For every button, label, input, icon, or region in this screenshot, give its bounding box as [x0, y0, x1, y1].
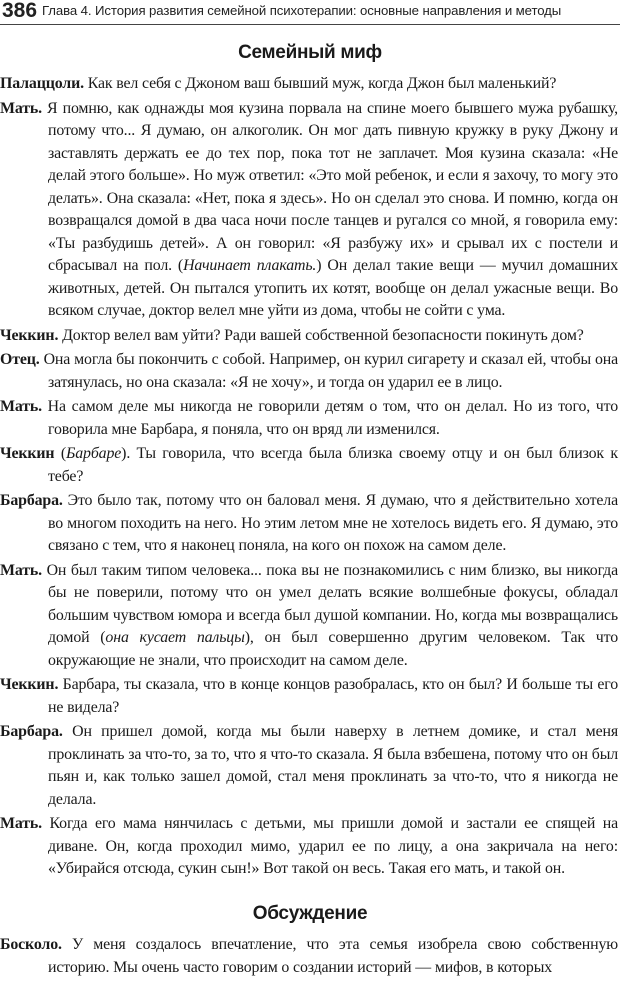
speech-text: Барбара, ты сказала, что в конце концов разобралась, кто он был? И больше ты его не видела?: [48, 676, 618, 716]
dialogue-paragraph: [0, 560, 618, 673]
speech-text: ), он был совершенно другим человеком. Так что окружающие не знали, что происходит на самом деле.: [48, 629, 618, 669]
speaker-name: Босколо.: [0, 936, 62, 953]
stage-direction: Барбаре: [66, 445, 122, 462]
speech-text: Как вел себя с Джоном ваш бывший муж, когда Джон был маленький?: [83, 75, 557, 92]
dialogue-paragraph: [0, 349, 618, 394]
dialogue-paragraph: [0, 396, 618, 441]
speech-text: Он пришел домой, когда мы были наверху в летнем домике, и стал меня проклинать за что-то, за то, что я что-то сказала. Я была взбешена, потому что он был пьян и, как только зашел домой, стал меня проклинать за что-то, что я никогда не делала.: [48, 723, 618, 808]
speaker-name: Чеккин.: [0, 676, 59, 693]
speech-text: Доктор велел вам уйти? Ради вашей собственной безопасности покинуть дом?: [58, 326, 584, 344]
speech-text: У меня создалось впечатление, что эта семья изобрела свою собственную историю. Мы очень часто говорим о создании историй — мифов, в которых: [48, 936, 618, 976]
speech-text: ) Он делал такие вещи — мучил домашних животных, детей. Он пытался утопить их котят, вообще он делал ужасные вещи. Во всяком случае, доктор велел мне уйти из дома, чтобы не сойти с ума.: [48, 257, 618, 319]
page-number: 386: [2, 0, 38, 22]
speech-text: Он был таким типом человека... пока вы не познакомились с ним близко, вы никогда бы не поверили, потому что он умел делать всякие волшебные фокусы, обладал большим чувством юмора и всегда был душой компании. Но, когда мы возвращались домой (: [41, 561, 618, 646]
speaker-name: Чеккин: [0, 445, 55, 462]
dialogue-block-family-myth: [0, 73, 618, 883]
speech-text: ). Ты говорила, что всегда была близка своему отцу и он был близок к тебе?: [48, 445, 618, 485]
speech-text: Я помню, как однажды моя кузина порвала на спине моего бывшего мужа рубашку, потому что... Я думаю, он алкоголик. Он мог дать пивную кружку в руку Джону и заставлять держать ее до тех пор, пока тот не заплачет. Моя кузина сказала: «Не делай этого больше». Но муж ответил: «Это мой ребенок, и если я захочу, то могу это делать». Она сказала: «Нет, пока я здесь». Но он сделал это снова. И помню, когда он возвращался домой в два часа ночи после танцев и ругался со мной, я говорила ему: «Ты разбудишь детей». А он говорил: «Я разбужу их» и срывал их с постели и сбрасывал на пол. (: [41, 99, 618, 274]
running-title: Глава 4. История развития семейной психотерапии: основные направления и методы: [42, 3, 562, 18]
speaker-name: Палаццоли.: [0, 75, 84, 92]
dialogue-paragraph: [0, 73, 618, 96]
speaker-name: Мать.: [0, 815, 42, 832]
dialogue-paragraph: [0, 934, 618, 979]
speech-text: Она могла бы покончить с собой. Например, он курил сигарету и сказал ей, чтобы она затянулась, но она сказала: «Я не хочу», и тогда он ударил ее в лицо.: [39, 351, 618, 391]
dialogue-paragraph: [0, 325, 618, 348]
dialogue-paragraph: [0, 721, 618, 811]
speaker-name: Чеккин.: [0, 326, 59, 344]
speech-text: На самом деле мы никогда не говорили детям о том, что он делал. Но из того, что говорила мне Барбара, я поняла, что он вряд ли изменился.: [41, 398, 618, 438]
page-header: [0, 0, 620, 26]
speaker-name: Мать.: [0, 398, 42, 415]
speech-text: (: [54, 445, 67, 462]
dialogue-paragraph: [0, 813, 618, 881]
dialogue-paragraph: [0, 674, 618, 719]
dialogue-block-discussion: [0, 934, 618, 981]
speech-text: Когда его мама нянчилась с детьми, мы пришли домой и застали ее спящей на диване. Он, когда проходил мимо, ударил ее по лицу, а она закричала на него: «Убирайся отсюда, сукин сын!» Вот такой он весь. Такая его мать, и такой он.: [41, 815, 618, 877]
dialogue-paragraph: [0, 98, 618, 323]
stage-direction: Начинает плакать.: [183, 257, 317, 274]
speaker-name: Мать.: [0, 561, 42, 579]
stage-direction: она кусает пальцы: [105, 629, 245, 646]
section-heading-family-myth: Семейный миф: [238, 42, 382, 63]
speaker-name: Барбара.: [0, 723, 63, 740]
dialogue-paragraph: [0, 490, 618, 558]
speaker-name: Барбара.: [0, 492, 63, 509]
speaker-name: Отец.: [0, 351, 40, 368]
dialogue-paragraph: [0, 443, 618, 488]
section-heading-discussion: Обсуждение: [252, 903, 368, 924]
header-rule: [0, 24, 620, 25]
speech-text: Это было так, потому что он баловал меня. Я думаю, что я действительно хотела во многом походить на него. Но этим летом мне не хотелось видеть его. Я думаю, это связано с тем, что я наконец поняла, на кого он похож на самом деле.: [48, 492, 618, 554]
speaker-name: Мать.: [0, 99, 42, 117]
